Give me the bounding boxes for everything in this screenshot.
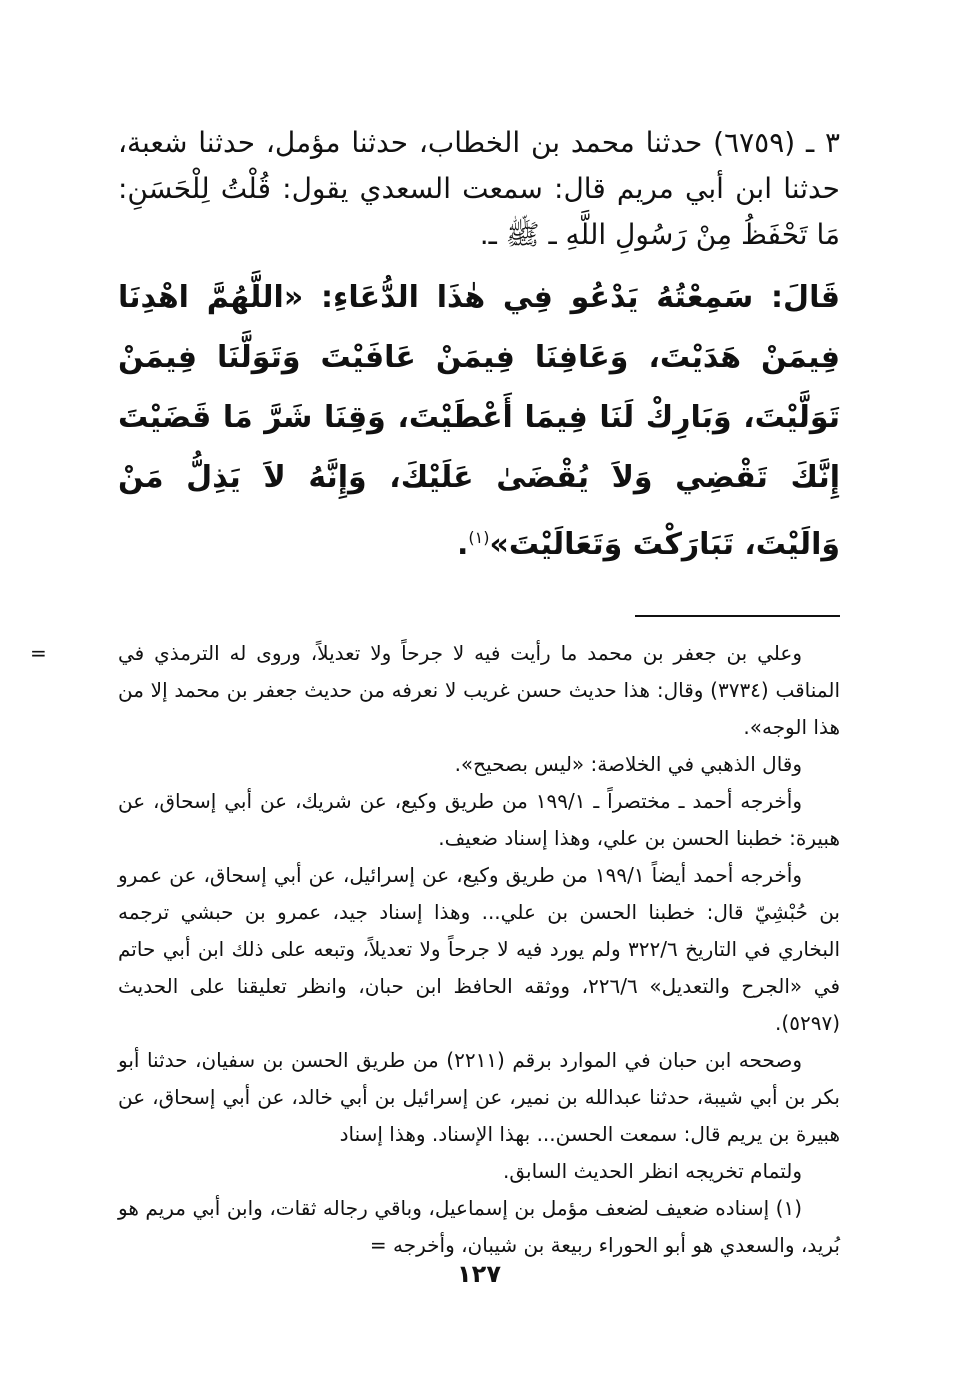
hadith-prayer bbox=[118, 268, 840, 575]
footnote-para-7: (١) إسناده ضعيف لضعف مؤمل بن إسماعيل، وباقي رجاله ثقات، وابن أبي مريم هو بُريد، والسعدي هو أبو الحوراء ربيعة بن شيبان، وأخرجه = bbox=[118, 1196, 840, 1257]
hadith-intro: ٣ ـ (٦٧٥٩) حدثنا محمد بن الخطاب، حدثنا مؤمل، حدثنا شعبة، حدثنا ابن أبي مريم قال: سمعت السعدي يقول: قُلْتُ لِلْحَسَنِ: مَا تَحْفَظُ مِنْ رَسُولِ اللَّهِ ـ ﷺ ـ. bbox=[118, 126, 840, 251]
footnote-para-6: ولتمام تخريجه انظر الحديث السابق. bbox=[503, 1159, 802, 1183]
continued-mark: = bbox=[30, 641, 47, 665]
footnote-para-5: وصححه ابن حبان في الموارد برقم (٢٢١١) من طريق الحسن بن سفيان، حدثنا أبو بكر بن أبي شيبة، حدثنا عبدالله بن نمير، عن إسرائيل بن أبي خالد، عن أبي إسحاق، عن هبيرة بن يريم قال: سمعت الحسن... بهذا الإسناد. وهذا إسناد bbox=[118, 1048, 840, 1146]
footnotes bbox=[30, 635, 841, 1264]
prayer-text: «اللَّهُمَّ اهْدِنَا فِيمَنْ هَدَيْتَ، وَعَافِنَا فِيمَنْ عَافَيْتَ وَتَوَلَّنَا فِيمَنْ تَوَلَّيْتَ، وَبَارِكْ لَنَا فِيمَا أَعْطَيْتَ، وَقِنَا شَرَّ مَا قَضَيْتَ إِنَّكَ تَقْضِي وَلاَ يُقْضَىٰ عَلَيْكَ، وَإِنَّهُ لاَ يَذِلُّ مَنْ وَالَيْتَ، تَبَارَكْتَ وَتَعَالَيْتَ» bbox=[118, 280, 840, 562]
footnote-divider bbox=[635, 615, 840, 617]
page bbox=[30, 120, 841, 1300]
prayer-end: . bbox=[457, 527, 469, 562]
hadith-main-text bbox=[118, 120, 840, 575]
page-number: ١٢٧ bbox=[457, 1260, 501, 1288]
prayer-lead: قَالَ: سَمِعْتُهُ يَدْعُو فِي هٰذَا الدُّعَاءِ: bbox=[320, 280, 840, 315]
footnote-ref: (١) bbox=[468, 528, 490, 547]
footnote-para-2: وقال الذهبي في الخلاصة: «ليس بصحيح». bbox=[454, 752, 802, 776]
footnote-para-4: وأخرجه أحمد أيضاً ١٩٩/١ من طريق وكيع، عن إسرائيل، عن أبي إسحاق، عن عمرو بن حُبْشِيّ قال: خطبنا الحسن بن علي... وهذا إسناد جيد، عمرو بن حبشي ترجمه البخاري في التاريخ ٣٢٢/٦ ولم يورد فيه لا جرحاً ولا تعديلاً، وتبعه على ذلك ابن أبي حاتم في «الجرح والتعديل» ٢٢٦/٦، ووثقه الحافظ ابن حبان، وانظر تعليقنا على الحديث (٥٢٩٧). bbox=[118, 863, 841, 1035]
footnote-continued-row bbox=[30, 635, 841, 746]
footnote-para-3: وأخرجه أحمد ـ مختصراً ـ ١٩٩/١ من طريق وكيع، عن شريك، عن أبي إسحاق، عن هبيرة: خطبنا الحسن بن علي، وهذا إسناد ضعيف. bbox=[118, 789, 840, 850]
footnote-para-1: وعلي بن جعفر بن محمد ما رأيت فيه لا جرحاً ولا تعديلاً، وروى له الترمذي في المناقب (٣٧٣٤) وقال: هذا حديث حسن غريب لا نعرفه من حديث جعفر بن محمد إلا من هذا الوجه». bbox=[118, 641, 841, 739]
